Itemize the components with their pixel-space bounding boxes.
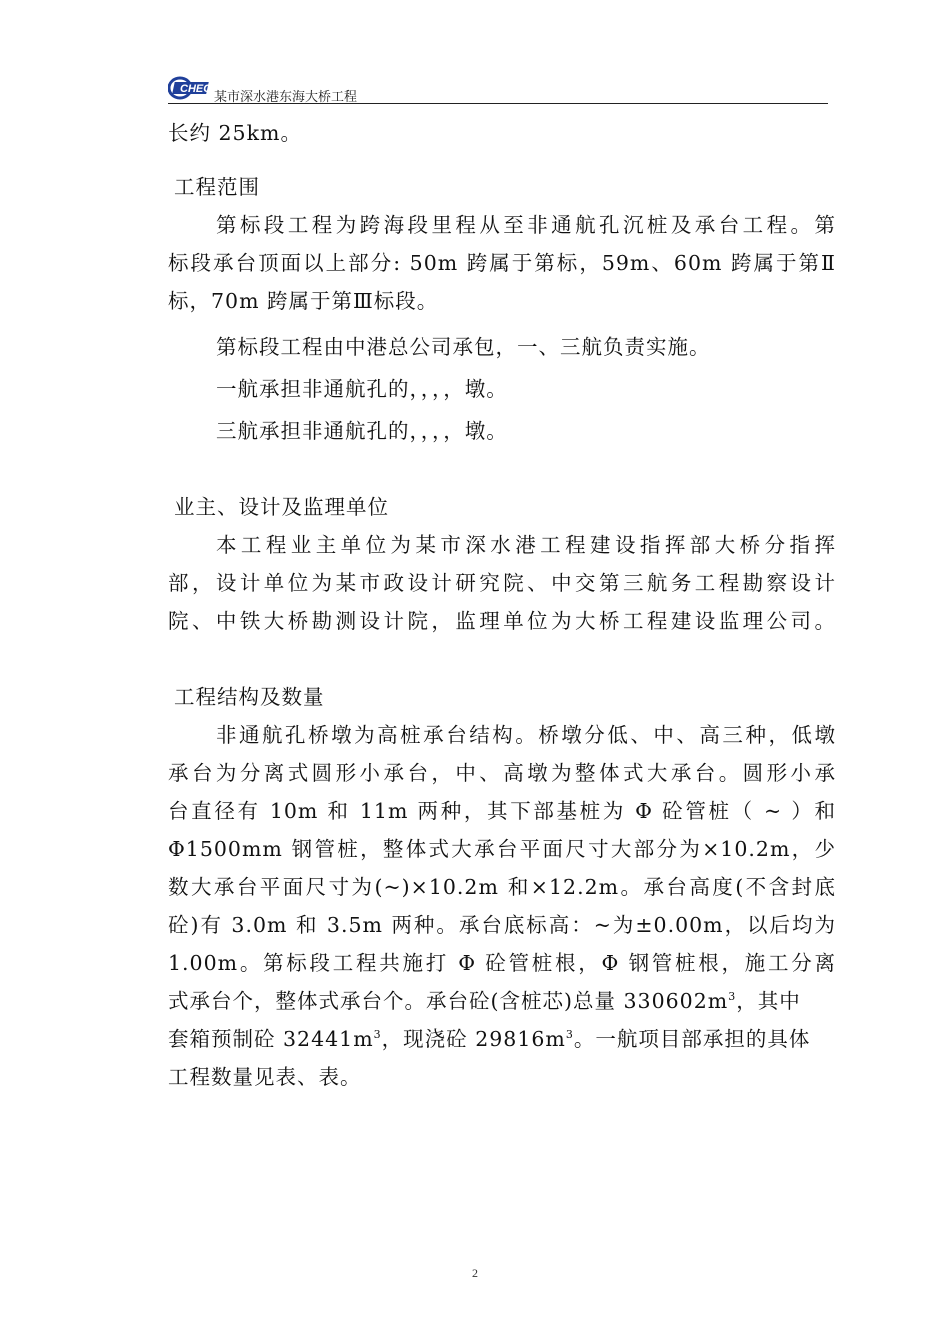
paragraph-line: 1.00m。第标段工程共施打 Φ 砼管桩根，Φ 钢管桩根，施工分离 [168,951,836,975]
paragraph-line: Φ1500mm 钢管桩，整体式大承台平面尺寸大部分为×10.2m，少 [168,837,836,861]
section-heading: 工程范围 [174,175,260,199]
paragraph-line: 院、中铁大桥勘测设计院，监理单位为大桥工程建设监理公司。 [168,609,836,633]
paragraph-line: 数大承台平面尺寸为(~)×10.2m 和×12.2m。承台高度(不含封底 [168,875,836,899]
superscript: 3 [728,990,737,1004]
paragraph-line: 工程数量见表、表。 [168,1065,362,1089]
paragraph-line: 台直径有 10m 和 11m 两种，其下部基桩为 Φ 砼管桩（ ~ ）和 [168,799,836,823]
text-segment: 。一航项目部承担的具体 [573,1027,811,1051]
page-header [168,76,828,104]
text-line: 长约 25km。 [168,121,302,145]
paragraph-line: 承台为分离式圆形小承台，中、高墩为整体式大承台。圆形小承 [168,761,836,785]
page-number: 2 [472,1266,478,1280]
paragraph-line: 标，70m 跨属于第Ⅲ标段。 [168,289,439,313]
superscript: 3 [373,1028,382,1042]
paragraph-line: 第标段工程由中港总公司承包，一、三航负责实施。 [216,335,711,359]
paragraph-line [168,1020,836,1058]
chec-logo-icon [168,76,212,100]
paragraph-line: 砼)有 3.0m 和 3.5m 两种。承台底标高：~为±0.00m，以后均为 [168,913,836,937]
paragraph-line: 非通航孔桥墩为高桩承台结构。桥墩分低、中、高三种，低墩 [216,723,836,747]
paragraph-line: 本工程业主单位为某市深水港工程建设指挥部大桥分指挥 [216,533,836,557]
document-body [168,114,836,1096]
svg-text:CHEC: CHEC [180,83,212,95]
paragraph-line: 三航承担非通航孔的，，，，墩。 [216,419,508,443]
section-heading: 业主、设计及监理单位 [174,495,389,519]
paragraph-line: 标段承台顶面以上部分: 50m 跨属于第标，59m、60m 跨属于第Ⅱ [168,251,836,275]
paragraph-line: 一航承担非通航孔的，，，，墩。 [216,377,508,401]
text-segment: 套箱预制砼 32441m [168,1027,374,1051]
paragraph-line [168,982,836,1020]
text-segment: ，现浇砼 29816m [381,1027,566,1051]
paragraph-line: 第标段工程为跨海段里程从至非通航孔沉桩及承台工程。第 [216,213,836,237]
superscript: 3 [565,1028,574,1042]
text-segment: ，其中 [736,989,801,1013]
section-heading: 工程结构及数量 [174,685,325,709]
paragraph-line: 部，设计单位为某市政设计研究院、中交第三航务工程勘察设计 [168,571,836,595]
header-title: 某市深水港东海大桥工程 [214,89,358,104]
text-segment: 式承台个，整体式承台个。承台砼(含桩芯)总量 330602m [168,989,729,1013]
